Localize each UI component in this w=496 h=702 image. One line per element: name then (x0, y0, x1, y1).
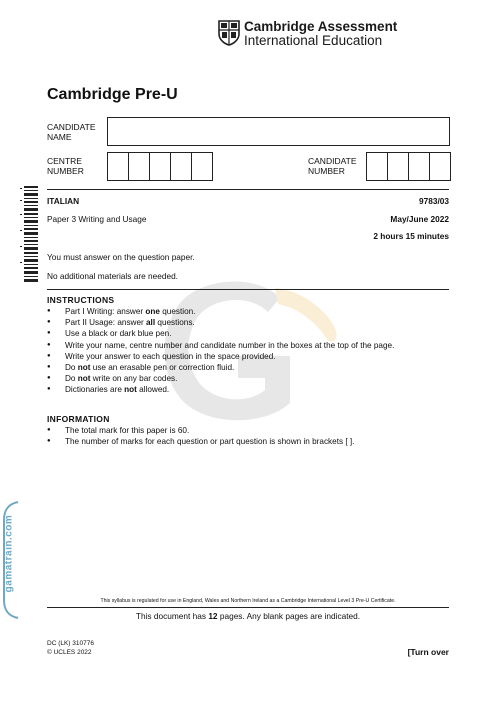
instructions-list (47, 306, 394, 396)
cambridge-shield-icon (218, 20, 240, 46)
information-item: ● The number of marks for each question or part question is shown in brackets [ ]. (47, 436, 354, 447)
centre-number-boxes[interactable] (107, 152, 213, 181)
centre-number-label: CENTRE NUMBER (47, 156, 84, 176)
candidate-name-label: CANDIDATE NAME (47, 122, 96, 142)
information-item: ● The total mark for this paper is 60. (47, 425, 354, 436)
logo-line-2: International Education (244, 33, 383, 48)
divider-footer (47, 607, 449, 608)
candidate-name-box[interactable] (107, 117, 450, 146)
cambridge-logo (218, 20, 397, 48)
candidate-number-label: CANDIDATE NUMBER (308, 156, 357, 176)
instruction-item: ● Part I Writing: answer one question. (47, 306, 394, 317)
candidate-number-boxes[interactable] (366, 152, 451, 181)
exam-session: May/June 2022 (390, 214, 449, 224)
copyright: © UCLES 2022 (47, 649, 92, 656)
instruction-item: ● Write your name, centre number and candidate number in the boxes at the top of the page. (47, 340, 394, 351)
information-heading: INFORMATION (47, 414, 110, 424)
paper-code: 9783/03 (419, 196, 449, 206)
side-watermark-text: gamatrain.com (3, 514, 15, 593)
instruction-item: ● Do not use an erasable pen or correction fluid. (47, 362, 394, 373)
divider-top (47, 189, 449, 190)
no-materials-note: No additional materials are needed. (47, 271, 178, 281)
regulation-note: This syllabus is regulated for use in England, Wales and Northern Ireland as a Cambridge International Level 3 Pre-U Certificate. (100, 598, 396, 604)
exam-duration: 2 hours 15 minutes (373, 231, 449, 241)
page-title: Cambridge Pre-U (47, 86, 178, 103)
divider-middle (47, 289, 449, 290)
instruction-item: ● Dictionaries are not allowed. (47, 384, 394, 395)
side-watermark (0, 500, 22, 620)
barcode-icon (20, 186, 38, 282)
instruction-item: ● Do not write on any bar codes. (47, 373, 394, 384)
subject-title: ITALIAN (47, 196, 80, 206)
instruction-item: ● Part II Usage: answer all questions. (47, 317, 394, 328)
turn-over-label: [Turn over (407, 647, 449, 657)
instructions-heading: INSTRUCTIONS (47, 295, 115, 305)
logo-line-1: Cambridge Assessment (244, 19, 398, 34)
instruction-item: ● Write your answer to each question in the space provided. (47, 351, 394, 362)
answer-on-paper-note: You must answer on the question paper. (47, 252, 195, 262)
document-code: DC (LK) 310776 (47, 640, 94, 647)
paper-name: Paper 3 Writing and Usage (47, 214, 147, 224)
information-list (47, 425, 354, 447)
instruction-item: ● Use a black or dark blue pen. (47, 328, 394, 339)
page-count-note: This document has 12 pages. Any blank pages are indicated. (135, 611, 361, 621)
